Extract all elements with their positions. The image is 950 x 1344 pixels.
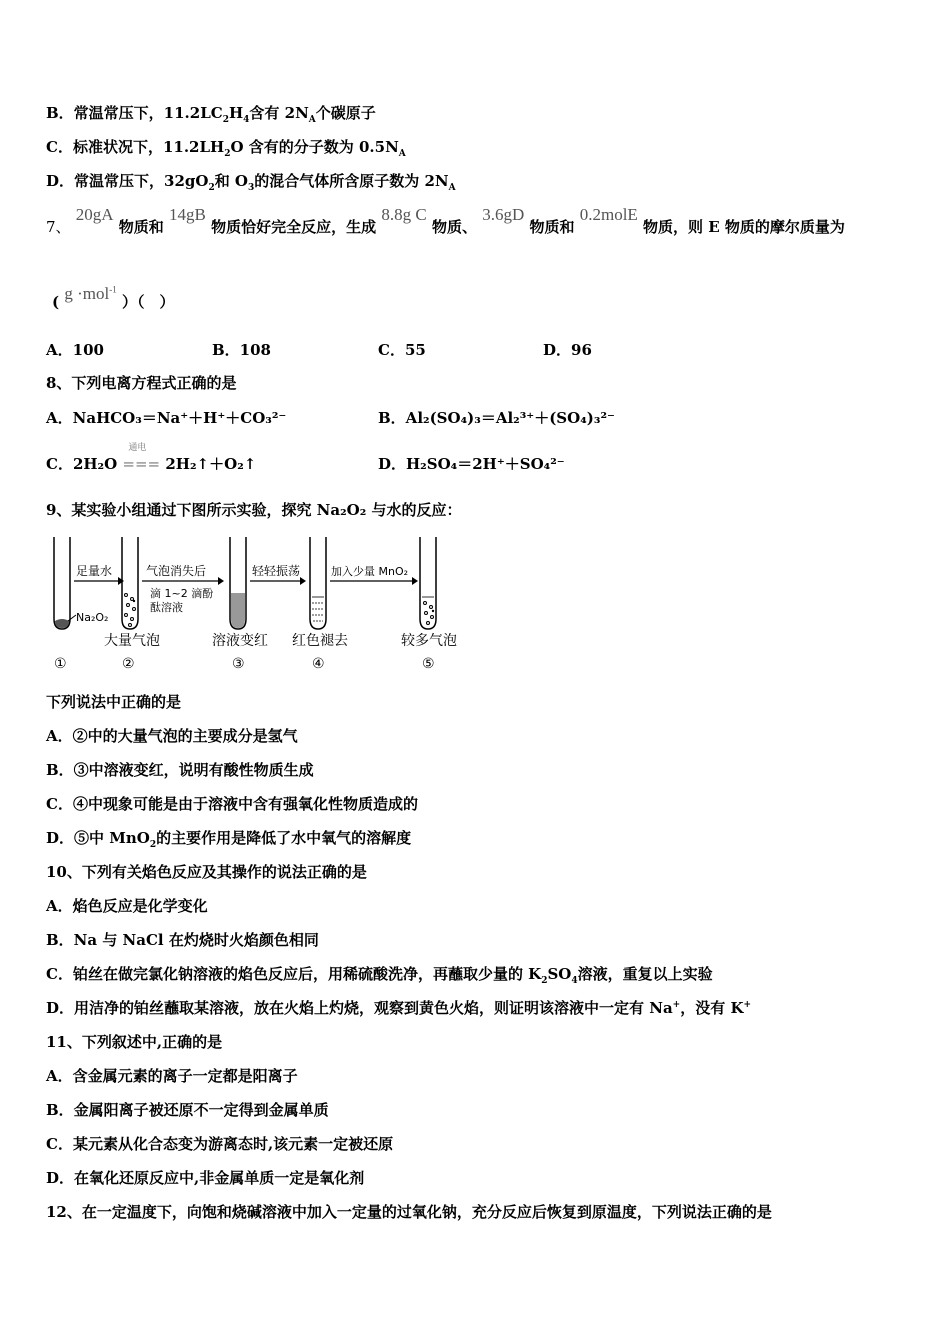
- test-tube-2: [122, 537, 138, 629]
- test-tube-5: [420, 537, 436, 629]
- q11-stem: 11、下列叙述中,正确的是: [46, 1033, 223, 1051]
- formula-image: 14gB: [169, 205, 206, 224]
- q6-option-c: C．标准状况下，$11.2LH_2O$ 含有的分子数为 $0.5N_A$: [46, 138, 406, 159]
- test-tube-4: [310, 537, 326, 629]
- step-number-4: ④: [312, 656, 325, 672]
- q10-stem: 10、下列有关焰色反应及其操作的说法正确的是: [46, 863, 367, 881]
- step-number-5: ⑤: [422, 656, 435, 672]
- q7-stem: 7、 20gA 物质和 14gB 物质恰好完全反应，生成 8.8g C 物质、 3.6gD 物质和 0.2molE 物质，则 E 物质的摩尔质量为: [46, 205, 845, 236]
- q10-option-b: B．Na 与 NaCl 在灼烧时火焰颜色相同: [46, 931, 319, 949]
- question-number: 7、: [46, 218, 71, 236]
- obs-3-label: 溶液变红: [212, 633, 268, 649]
- formula-image: 0.2molE: [579, 205, 638, 224]
- step-number-1: ①: [54, 656, 67, 672]
- q11-option-d: D．在氧化还原反应中,非金属单质一定是氧化剂: [46, 1169, 365, 1187]
- q11-option-c: C．某元素从化合态变为游离态时,该元素一定被还原: [46, 1135, 394, 1153]
- q6-option-b: B．常温常压下，$11.2LC_2H_4$含有 $2N_A$个碳原子: [46, 104, 376, 125]
- arrow-head-1: [118, 577, 124, 585]
- q8-stem: 8、下列电离方程式正确的是: [46, 374, 237, 392]
- q9-option-a: A．②中的大量气泡的主要成分是氢气: [46, 727, 298, 745]
- step-4-label: 加入少量 MnO₂: [331, 565, 409, 578]
- q9-prompt: 下列说法中正确的是: [46, 693, 182, 711]
- q9-option-b: B．③中溶液变红，说明有酸性物质生成: [46, 761, 314, 779]
- q7-option-b: B．108: [212, 341, 271, 359]
- obs-2-label: 大量气泡: [104, 633, 160, 649]
- step-2-sublabel2: 酞溶液: [150, 601, 183, 614]
- step-2-sublabel: 滴 1~2 滴酚: [150, 587, 214, 600]
- q7-unit: ( g ·mol$^{-1}$ ）（ ）: [52, 284, 175, 311]
- q9-stem: 9、某实验小组通过下图所示实验，探究 Na₂O₂ 与水的反应：: [46, 501, 462, 519]
- formula-image: 3.6gD: [482, 205, 525, 224]
- q10-option-c: C．铂丝在做完氯化钠溶液的焰色反应后，用稀硫酸洗净，再蘸取少量的 $K_2SO_4$溶液，重复以上实验: [46, 965, 713, 986]
- obs-4-label: 红色褪去: [292, 633, 348, 649]
- q7-option-c: C．55: [378, 341, 426, 359]
- unit-formula: g ·mol$^{-1}$: [64, 284, 117, 303]
- q8-option-a: A．NaHCO₃＝Na⁺＋H⁺＋CO₃²⁻: [46, 409, 287, 427]
- q9-option-d: D．⑤中 MnO$_2$的主要作用是降低了水中氧气的溶解度: [46, 829, 412, 850]
- obs-5-label: 较多气泡: [401, 633, 457, 649]
- q11-option-a: A．含金属元素的离子一定都是阳离子: [46, 1067, 298, 1085]
- q8-option-d: D．H₂SO₄＝2H⁺＋SO₄²⁻: [378, 455, 565, 473]
- q10-option-d: D．用洁净的铂丝蘸取某溶液，放在火焰上灼烧，观察到黄色火焰，则证明该溶液中一定有 Na+，没有 K+: [46, 999, 752, 1017]
- q7-option-d: D．96: [543, 341, 592, 359]
- q8-option-c: C．2H₂O 通电 === 2H₂↑＋O₂↑: [46, 443, 257, 473]
- q6-option-d: D．常温常压下，$32gO_2$和 $O_3$的混合气体所含原子数为 $2N_A$: [46, 172, 456, 193]
- step-number-2: ②: [122, 656, 135, 672]
- q10-option-a: A．焰色反应是化学变化: [46, 897, 208, 915]
- step-number-3: ③: [232, 656, 245, 672]
- q11-option-b: B．金属阳离子被还原不一定得到金属单质: [46, 1101, 329, 1119]
- test-tube-3: [230, 537, 246, 629]
- q9-option-c: C．④中现象可能是由于溶液中含有强氧化性物质造成的: [46, 795, 418, 813]
- formula-image: 20gA: [75, 205, 114, 224]
- formula-image: 8.8g C: [381, 205, 427, 224]
- step-3-label: 轻轻振荡: [252, 564, 301, 578]
- step-1-label: 足量水: [76, 564, 113, 578]
- experiment-diagram: [46, 533, 486, 673]
- step-2-label: 气泡消失后: [146, 564, 207, 578]
- q7-option-a: A．100: [46, 341, 104, 359]
- q12-stem: 12、在一定温度下，向饱和烧碱溶液中加入一定量的过氧化钠，充分反应后恢复到原温度，下列说法正确的是: [46, 1203, 772, 1221]
- test-tube-1: [54, 537, 70, 629]
- q8-option-b: B．Al₂(SO₄)₃＝Al₂³⁺＋(SO₄)₃²⁻: [378, 409, 615, 427]
- reagent-label: Na₂O₂: [76, 611, 109, 624]
